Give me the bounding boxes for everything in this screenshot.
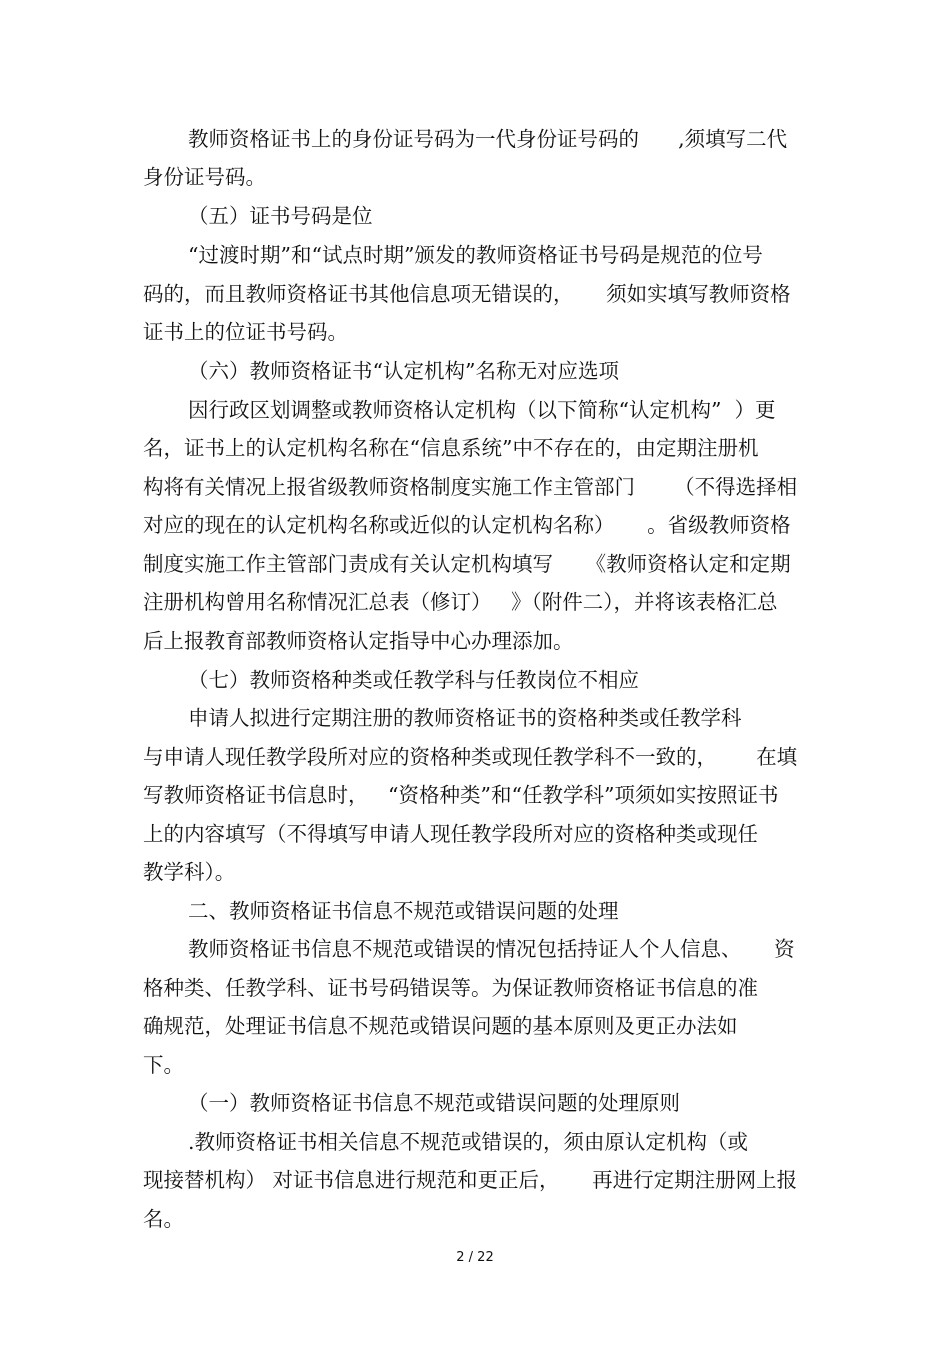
text-line: .教师资格证书相关信息不规范或错误的，须由原认定机构（或 bbox=[188, 1130, 749, 1154]
text-line: 教学科）。 bbox=[143, 860, 236, 884]
text-line: 下。 bbox=[143, 1053, 184, 1077]
text-line: 确规范，处理证书信息不规范或错误问题的基本原则及更正办法如 bbox=[143, 1014, 738, 1038]
text-line: 名，证书上的认定机构名称在“信息系统”中不存在的，由定期注册机 bbox=[143, 436, 759, 460]
text-line: 构将有关情况上报省级教师资格制度实施工作主管部门 （不得选择相 bbox=[143, 475, 798, 499]
section-heading: （七）教师资格种类或任教学科与任教岗位不相应 bbox=[188, 668, 639, 692]
text-line: 与申请人现任教学段所对应的资格种类或现任教学科不一致的， 在填 bbox=[143, 745, 798, 769]
text-line: 教师资格证书信息不规范或错误的情况包括持证人个人信息、 资 bbox=[188, 937, 795, 961]
text-line: 申请人拟进行定期注册的教师资格证书的资格种类或任教学科 bbox=[188, 706, 742, 730]
text-line: 名。 bbox=[143, 1207, 184, 1231]
page-number: 2 / 22 bbox=[456, 1250, 494, 1265]
text-line: 注册机构曾用名称情况汇总表（修订） 》（附件二），并将该表格汇总 bbox=[143, 590, 778, 614]
section-heading: （六）教师资格证书“认定机构”名称无对应选项 bbox=[188, 359, 619, 383]
text-line: 后上报教育部教师资格认定指导中心办理添加。 bbox=[143, 629, 574, 653]
section-heading: （一）教师资格证书信息不规范或错误问题的处理原则 bbox=[188, 1091, 680, 1115]
section-heading: 二、教师资格证书信息不规范或错误问题的处理 bbox=[188, 899, 619, 923]
text-line: “过渡时期”和“试点时期”颁发的教师资格证书号码是规范的位号 bbox=[188, 243, 763, 267]
section-heading: （五）证书号码是位 bbox=[188, 204, 373, 228]
text-line: 码的，而且教师资格证书其他信息项无错误的， 须如实填写教师资格 bbox=[143, 282, 791, 306]
text-line: 证书上的位证书号码。 bbox=[143, 320, 348, 344]
text-line: 格种类、任教学科、证书号码错误等。为保证教师资格证书信息的准 bbox=[143, 976, 758, 1000]
text-line: 教师资格证书上的身份证号码为一代身份证号码的 ,须填写二代 bbox=[188, 127, 788, 151]
text-line: 身份证号码。 bbox=[143, 165, 266, 189]
text-line: 上的内容填写（不得填写申请人现任教学段所对应的资格种类或现任 bbox=[143, 822, 758, 846]
text-line: 对应的现在的认定机构名称或近似的认定机构名称） 。省级教师资格 bbox=[143, 513, 791, 537]
text-line: 制度实施工作主管部门责成有关认定机构填写 《教师资格认定和定期 bbox=[143, 552, 791, 576]
text-line: 写教师资格证书信息时， “资格种类”和“任教学科”项须如实按照证书 bbox=[143, 783, 779, 807]
text-line: 因行政区划调整或教师资格认定机构（以下简称“认定机构” ）更 bbox=[188, 398, 776, 422]
text-line: 现接替机构） 对证书信息进行规范和更正后， 再进行定期注册网上报 bbox=[143, 1168, 798, 1192]
